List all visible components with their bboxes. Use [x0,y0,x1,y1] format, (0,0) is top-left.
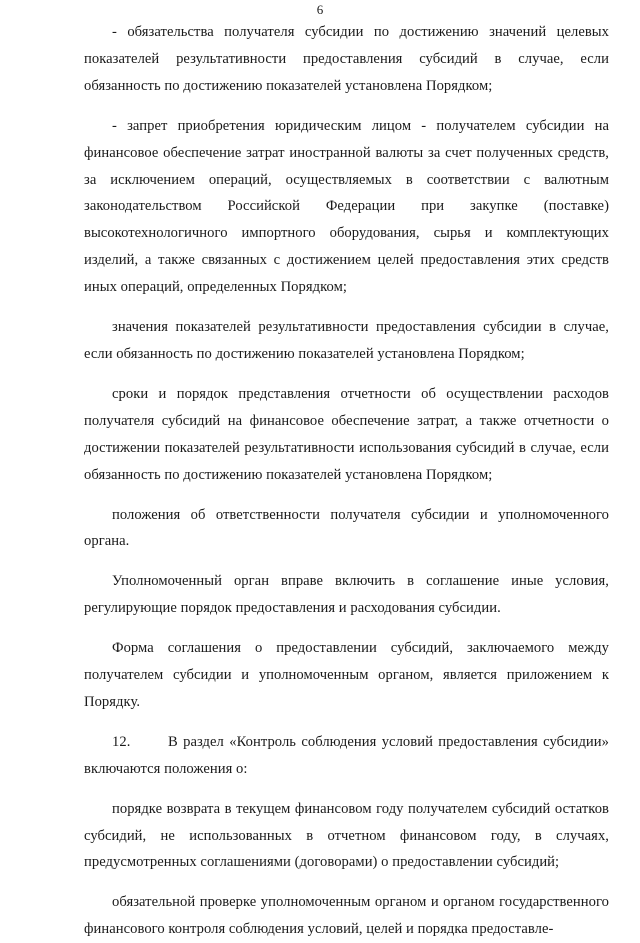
paragraph-refund: порядке возврата в текущем финансовом году получателем субсидий остатков субсидий, не использованных в отчетном финансовом году, в случаях, предусмотренных соглашениями (договорами) о предоставлении субсидий; [84,800,609,871]
paragraph-agreement-form: Форма соглашения о предоставлении субсидий, заключаемого между получателем субсидии и уполномоченным органом, является приложением к Порядку. [84,640,609,710]
paragraph-responsibility: положения об ответственности получателя субсидии и уполномоченного органа. [84,506,609,550]
paragraph-obligations: - обязательства получателя субсидии по достижению значений целевых показателей результативности предоставления субсидий в случае, если обязанность по достижению показателей установлена Порядком; [84,24,609,94]
paragraph-inspection: обязательной проверке уполномоченным органом и органом государственного финансового контроля соблюдения условий, целей и порядка предоставле- [84,894,609,938]
section-text: В раздел «Контроль соблюдения условий предоставления субсидии» включаются положения о: [84,733,609,777]
section-12 [84,729,609,783]
document-body [84,19,609,943]
section-number: 12. [112,733,131,750]
page-number: 6 [316,2,324,17]
paragraph-other-conditions: Уполномоченный орган вправе включить в соглашение иные условия, регулирующие порядок предоставления и расходования субсидии. [84,573,609,617]
paragraph-indicator-values: значения показателей результативности предоставления субсидии в случае, если обязанность по достижению показателей установлена Порядком; [84,319,609,362]
paragraph-reporting: сроки и порядок представления отчетности об осуществлении расходов получателя субсидий на финансовое обеспечение затрат, а также отчетности о достижении показателей результативности использования субсидий в случае, если обязанность по достижению показателей установлена Порядком; [84,385,609,483]
paragraph-currency-ban: - запрет приобретения юридическим лицом - получателем субсидии на финансовое обеспечение затрат иностранной валюты за счет полученных средств, за исключением операций, осуществляемых в соответствии с валютным законодательством Российской Федерации при закупке (поставке) высокотехнологичного импортного оборудования, сырья и комплектующих изделий, а также связанных с достижением целей предоставления этих средств иных операций, определенных Порядком; [84,117,609,296]
